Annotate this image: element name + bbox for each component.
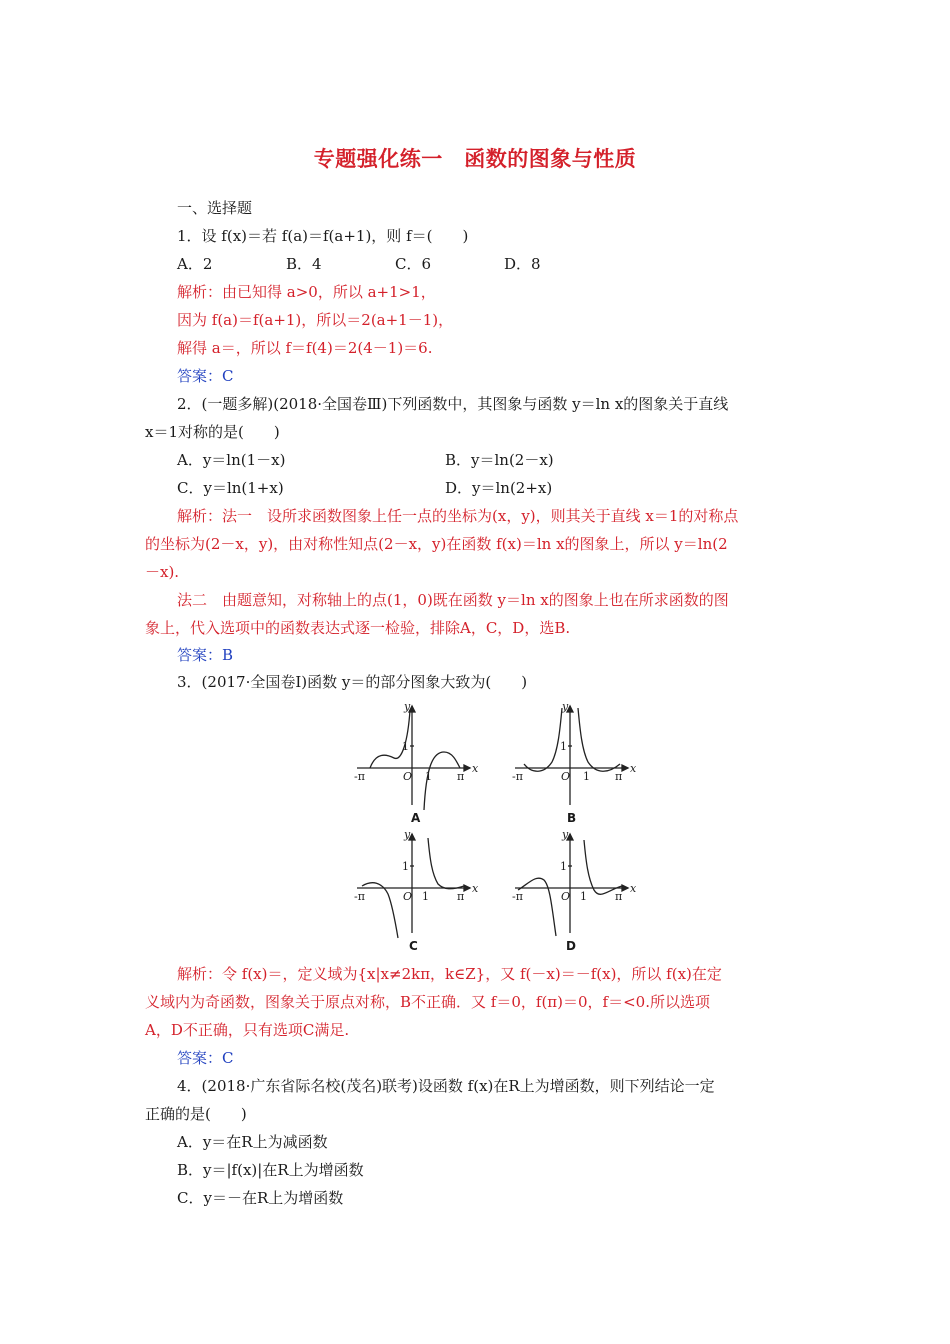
graph-b-label: B xyxy=(567,811,577,825)
graph-a-y-label: y xyxy=(404,700,411,713)
q2-analysis-line-3: －x). xyxy=(145,563,180,581)
q3-stem: 3．(2017·全国卷Ⅰ)函数 y＝的部分图象大致为( ) xyxy=(177,673,528,691)
graph-d-one-x-label: 1 xyxy=(580,890,587,903)
graph-a-origin-label: O xyxy=(403,770,413,783)
graph-d-one-label: 1 xyxy=(560,860,567,873)
q2-option-c: C．y＝ln(1+x) xyxy=(177,479,284,497)
graph-c-label: C xyxy=(409,939,418,953)
q2-analysis-line-1: 解析：法一 设所求函数图象上任一点的坐标为(x，y)，则其关于直线 x＝1的对称点 xyxy=(177,507,739,525)
curve-right xyxy=(428,838,464,889)
q1-option-a: A．2 xyxy=(177,255,213,273)
graph-a-one-label: 1 xyxy=(402,740,409,753)
graph-a-pi-label: π xyxy=(457,770,465,783)
graph-b-one-x-label: 1 xyxy=(583,770,590,783)
graph-d-pi-label: π xyxy=(615,890,623,903)
q4-stem-line-1: 4．(2018·广东省际名校(茂名)联考)设函数 f(x)在R上为增函数，则下列结论一定 xyxy=(177,1077,715,1095)
graph-c-origin-label: O xyxy=(403,890,413,903)
graph-d-label: D xyxy=(566,939,576,953)
q1-analysis-line-2: 因为 f(a)＝f(a+1)，所以＝2(a+1－1)， xyxy=(177,311,454,329)
graph-b-x-label: x xyxy=(630,762,637,775)
q3-analysis-line-2: 义域内为奇函数，图象关于原点对称，B不正确．又 f＝0，f(π)＝0，f＝<0.所以选项 xyxy=(145,993,710,1011)
graph-d-y-label: y xyxy=(562,828,569,841)
graph-c-pi-label: π xyxy=(457,890,465,903)
q4-option-b: B．y＝|f(x)|在R上为增函数 xyxy=(177,1161,364,1179)
q3-analysis-line-1: 解析：令 f(x)＝，定义域为{x|x≠2kπ，k∈Z}，又 f(－x)＝－f(x)，所以 f(x)在定 xyxy=(177,965,722,983)
q2-option-b: B．y＝ln(2－x) xyxy=(445,451,554,469)
q2-analysis-line-2: 的坐标为(2－x，y)，由对称性知点(2－x，y)在函数 f(x)＝ln x的图象上，所以 y＝ln(2 xyxy=(145,535,728,553)
q2-answer: 答案：B xyxy=(177,646,234,664)
q1-answer: 答案：C xyxy=(177,367,234,385)
graph-b-origin-label: O xyxy=(561,770,571,783)
graph-a-label: A xyxy=(411,811,421,825)
q1-analysis-line-1: 解析：由已知得 a>0，所以 a+1>1， xyxy=(177,283,436,301)
graph-a-one-x-label: 1 xyxy=(425,770,432,783)
graph-c-one-x-label: 1 xyxy=(422,890,429,903)
curve-left xyxy=(370,710,410,768)
curve-left xyxy=(518,878,556,936)
q1-analysis-line-3: 解得 a＝，所以 f＝f(4)＝2(4－1)＝6. xyxy=(177,339,433,357)
graph-b-one-label: 1 xyxy=(560,740,567,753)
q3-answer: 答案：C xyxy=(177,1049,234,1067)
q2-stem-line-2: x＝1对称的是( ) xyxy=(145,423,280,441)
graph-a-x-label: x xyxy=(472,762,479,775)
curve-left xyxy=(362,883,398,938)
q4-option-a: A．y＝在R上为减函数 xyxy=(177,1133,328,1151)
graph-b-neg-pi-label: -π xyxy=(512,770,523,783)
q2-analysis-line-5: 象上，代入选项中的函数表达式逐一检验，排除A，C，D，选B. xyxy=(145,619,571,637)
graph-d-neg-pi-label: -π xyxy=(512,890,523,903)
graph-c-neg-pi-label: -π xyxy=(354,890,365,903)
q1-stem: 1．设 f(x)＝若 f(a)＝f(a+1)，则 f＝( ) xyxy=(177,227,469,245)
graph-c-one-label: 1 xyxy=(402,860,409,873)
graph-d-origin-label: O xyxy=(561,890,571,903)
graph-a-neg-pi-label: -π xyxy=(354,770,365,783)
q4-option-c: C．y＝－在R上为增函数 xyxy=(177,1189,344,1207)
page-title: 专题强化练一 函数的图象与性质 xyxy=(313,146,637,171)
q1-option-c: C．6 xyxy=(395,255,432,273)
q3-analysis-line-3: A，D不正确，只有选项C满足. xyxy=(145,1021,350,1039)
q2-stem-line-1: 2．(一题多解)(2018·全国卷Ⅲ)下列函数中，其图象与函数 y＝ln x的图象关于直线 xyxy=(177,395,729,413)
q2-option-a: A．y＝ln(1－x) xyxy=(177,451,286,469)
curve-right xyxy=(584,840,622,894)
q4-stem-line-2: 正确的是( ) xyxy=(145,1105,247,1123)
q2-option-d: D．y＝ln(2+x) xyxy=(445,479,553,497)
graph-d-x-label: x xyxy=(630,882,637,895)
section-heading: 一、选择题 xyxy=(177,199,253,217)
graph-b-pi-label: π xyxy=(615,770,623,783)
graph-c-x-label: x xyxy=(472,882,479,895)
q1-option-d: D．8 xyxy=(504,255,541,273)
curve-right xyxy=(578,708,620,771)
q1-option-b: B．4 xyxy=(286,255,322,273)
graph-c-y-label: y xyxy=(404,828,411,841)
curve-left xyxy=(524,708,562,771)
q2-analysis-line-4: 法二 由题意知，对称轴上的点(1，0)既在函数 y＝ln x的图象上也在所求函数的图 xyxy=(177,591,729,609)
graph-b-y-label: y xyxy=(562,700,569,713)
